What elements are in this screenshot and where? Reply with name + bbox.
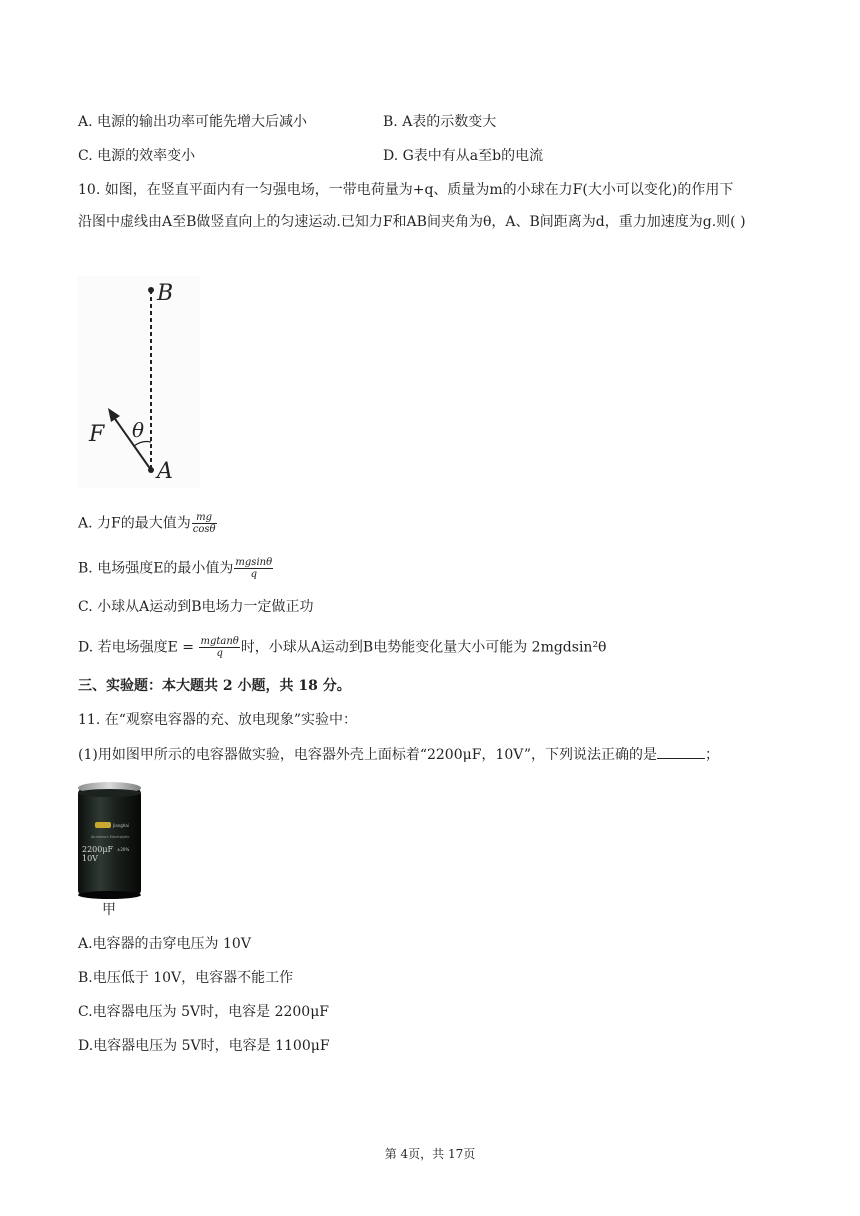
page-footer: 第 4页，共 17页 <box>384 1147 476 1161</box>
q10-option-b <box>78 557 274 580</box>
capacitor-image <box>77 778 143 900</box>
label-f: F <box>89 422 105 447</box>
q11-stem: 11. 在“观察电容器的充、放电现象”实验中： <box>78 712 358 728</box>
point-b <box>148 287 154 293</box>
capacitor-voltage-text: 10V <box>82 854 98 863</box>
q10-option-b-fraction <box>234 557 273 580</box>
answer-blank[interactable] <box>657 744 705 759</box>
capacitor-series-text: Aluminum Electrolytic <box>91 835 130 839</box>
q11-part1-text: (1)用如图甲所示的电容器做实验，电容器外壳上面标着“2200μF，10V”，下列说法正确的是 <box>78 747 658 763</box>
q11-part1 <box>78 744 719 765</box>
q11-option-c: C.电容器电压为 5V时，电容是 2200μF <box>78 1004 330 1020</box>
q10-option-a-fraction <box>192 512 217 535</box>
section-3-heading: 三、实验题：本大题共 2 小题，共 18 分。 <box>78 678 351 694</box>
q9-option-d: D. G表中有从a至b的电流 <box>383 148 544 164</box>
q10-option-a <box>78 512 218 535</box>
label-a: A <box>157 459 173 484</box>
q11-option-b: B.电压低于 10V，电容器不能工作 <box>78 970 294 986</box>
brand-logo <box>95 822 111 828</box>
q10-option-d <box>78 636 607 659</box>
figure-caption: 甲 <box>102 902 116 918</box>
fraction-numerator: mg <box>192 512 217 524</box>
q11-option-a: A.电容器的击穿电压为 10V <box>78 936 251 952</box>
label-b: B <box>157 281 174 306</box>
q10-option-d-pre: D. 若电场强度E = <box>78 639 199 656</box>
q9-option-b: B. A表的示数变大 <box>383 114 497 130</box>
fraction-denominator: q <box>250 569 257 580</box>
capacitor-brand-text: Jianghai <box>113 823 129 828</box>
q10-option-d-post: 时，小球从A运动到B电势能变化量大小可能为 2mgdsin²θ <box>240 639 607 656</box>
capacitor-tolerance-text: ±20% <box>117 847 130 852</box>
q9-option-a: A. 电源的输出功率可能先增大后减小 <box>78 114 308 130</box>
fraction-denominator: q <box>216 648 223 659</box>
fraction-numerator: mgsinθ <box>235 557 273 568</box>
q10-option-d-fraction <box>199 636 239 659</box>
q10-stem-line2: 沿图中虚线由A至B做竖直向上的匀速运动.已知力F和AB间夹角为θ，A、B间距离为d，重力加速度为g.则( ) <box>78 214 746 230</box>
capacitor-value-text: 2200μF <box>82 845 114 854</box>
label-theta: θ <box>132 418 145 442</box>
q10-force-diagram <box>78 276 200 488</box>
fraction-denominator: cosθ <box>192 524 216 535</box>
q11-option-d: D.电容器电压为 5V时，电容是 1100μF <box>78 1038 330 1054</box>
fraction-numerator: mgtanθ <box>200 636 239 647</box>
q10-stem-line1: 10. 如图，在竖直平面内有一匀强电场，一带电荷量为+q、质量为m的小球在力F(大小可以变化)的作用下 <box>78 182 734 198</box>
q10-option-b-text: B. 电场强度E的最小值为 <box>78 560 234 577</box>
q11-part1-end: ； <box>705 747 720 763</box>
q10-option-c: C. 小球从A运动到B电场力一定做正功 <box>78 599 314 615</box>
q9-option-c: C. 电源的效率变小 <box>78 148 196 164</box>
q10-option-a-text: A. 力F的最大值为 <box>78 515 191 532</box>
